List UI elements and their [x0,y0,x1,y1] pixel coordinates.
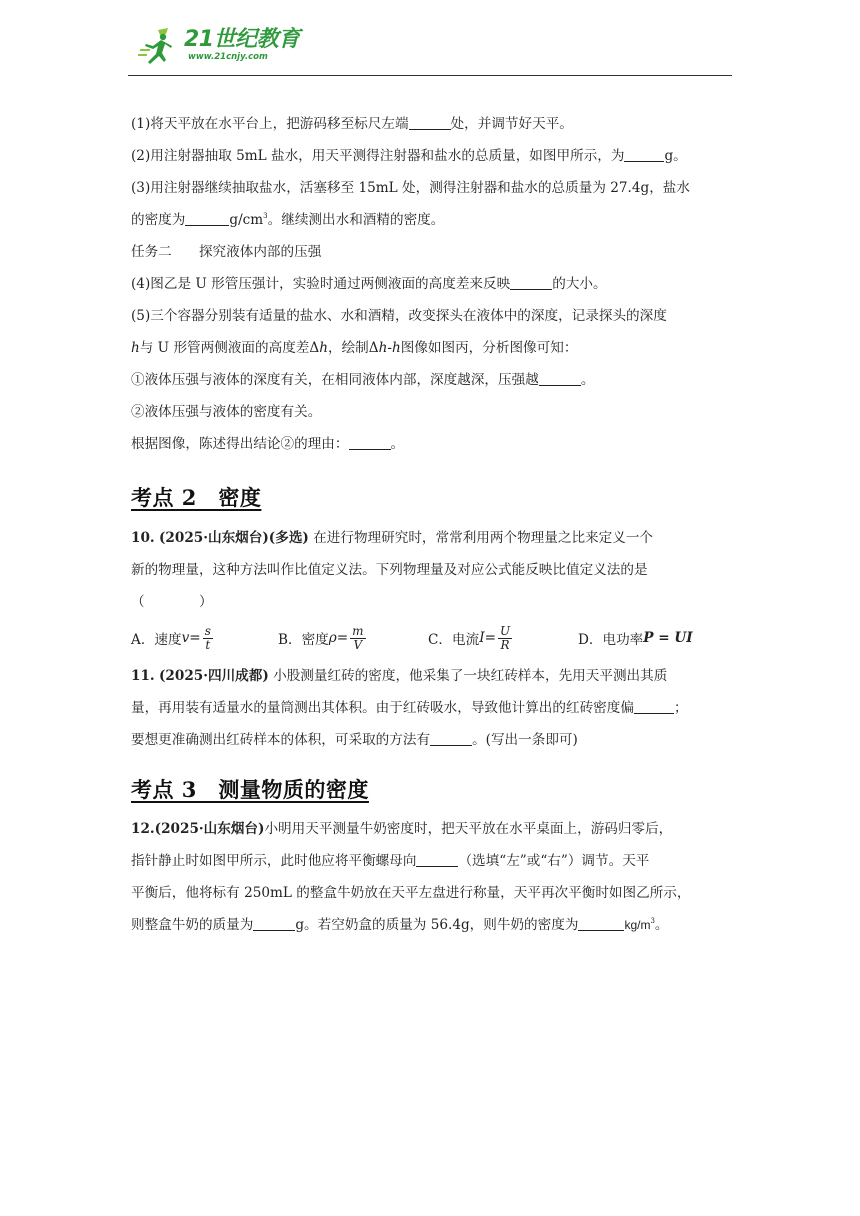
question-1 [131,108,731,140]
q12-unit: kg/m [624,918,651,932]
q5-text-end: 图像如图丙，分析图像可知： [400,340,578,356]
q1-text-end: 处，并调节好天平。 [450,116,573,132]
question-4 [131,268,731,300]
option-d-label: D．电功率 [578,632,644,648]
q12-source: (2025·山东烟台) [154,821,265,837]
q11-source: (2025·四川成都) [158,668,269,684]
answer-blank[interactable] [578,916,624,931]
q3-text: 的密度为 [131,212,186,228]
option-a-fraction [203,625,213,652]
conclusion-1 [131,364,731,396]
q10-number: 10. [131,530,155,546]
numerator: s [204,623,211,638]
q11-text: 要想更准确测出红砖样本的体积，可采取的方法有 [131,732,431,748]
numerator: m [352,623,364,638]
question-10-bracket: （ ） [131,594,213,610]
option-a-label: A．速度 [131,632,182,648]
question-3-line-2 [131,204,731,236]
page-header [128,22,732,78]
question-11-line-3 [131,724,731,756]
denominator: R [500,637,510,652]
q2-unit: g。 [664,148,687,164]
reason-text: 根据图像，陈述得出结论②的理由： [131,436,349,452]
option-c-lhs: I [479,630,485,646]
question-5-line-2 [131,332,731,364]
task-one-section [131,108,731,460]
question-12-line-2 [131,845,731,877]
q10-text: 在进行物理研究时，常常利用两个物理量之比来定义一个 [313,530,654,546]
density-section [131,522,731,756]
option-b[interactable]: B．密度 ρ = $\frac{m}{V}$ [278,623,364,652]
question-11-line-2 [131,692,731,724]
q12-text: g。若空奶盒的质量为 56.4g，则牛奶的密度为 [295,917,579,933]
reason-text-end: 。 [390,436,405,452]
question-12-line-3: 平衡后，他将标有 250mL 的整盒牛奶放在天平左盘进行称量，天平再次平衡时如图乙所示， [131,885,691,901]
q4-text-end: 的大小。 [552,276,607,292]
question-2 [131,140,731,172]
denominator: t [205,637,211,652]
q12-text: （选填“左”或“右”）调节。天平 [458,853,650,869]
var-h: h [131,340,140,356]
q3-text-end: 。继续测出水和酒精的密度。 [267,212,445,228]
logo-title: 21世纪教育 [184,27,300,52]
question-12-line-4 [131,909,731,941]
answer-blank[interactable] [409,115,451,130]
q12-text: 小明用天平测量牛奶密度时，把天平放在水平桌面上，游码归零后， [264,821,673,837]
q5-text: 与 U 形管两侧液面的高度差Δ [139,340,320,356]
q12-text: 则整盒牛奶的质量为 [131,917,254,933]
reason-line [131,428,731,460]
q12-text: 指针静止时如图甲所示，此时他应将平衡螺母向 [131,853,417,869]
option-b-label: B．密度 [278,632,329,648]
option-d[interactable] [578,628,693,648]
q12-unit-exponent: 3 [650,917,655,925]
option-c-label: C．电流 [428,632,480,648]
q11-text: 量，再用装有适量水的量筒测出其体积。由于红砖吸水，导致他计算出的红砖密度偏 [131,700,634,716]
question-3-line-1: (3)用注射器继续抽取盐水，活塞移至 15mL 处，测得注射器和盐水的总质量为 27.4g，盐水 [131,180,690,196]
answer-blank[interactable] [624,147,664,162]
measure-density-section [131,813,731,941]
answer-blank[interactable] [510,275,552,290]
q12-text-end: 。 [654,917,669,933]
denominator: V [353,637,363,652]
q11-text-end: 。(写出一条即可) [472,732,578,748]
c1-text-end: 。 [580,372,595,388]
option-d-formula: P = UI [643,630,693,646]
option-c[interactable]: C．电流 I = $\frac{U}{R}$ [428,623,511,652]
var-h: h [319,340,328,356]
q3-unit: g/cm [229,212,264,228]
q2-text: (2)用注射器抽取 5mL 盐水，用天平测得注射器和盐水的总质量，如图甲所示，为 [131,148,625,164]
section-heading-density: 考点 2 密度 [131,485,262,510]
numerator: U [499,623,511,638]
question-5-line-1: (5)三个容器分别装有适量的盐水、水和酒精，改变探头在液体中的深度，记录探头的深度 [131,308,667,324]
task-two-title: 任务二 探究液体内部的压强 [131,244,322,260]
answer-blank[interactable] [430,731,472,746]
section-heading-measure-density: 考点 3 测量物质的密度 [131,777,369,802]
conclusion-2: ②液体压强与液体的密度有关。 [131,404,322,420]
option-a[interactable]: A．速度 v = $\frac{s}{t}$ [131,623,211,652]
q4-text: (4)图乙是 U 形管压强计，实验时通过两侧液面的高度差来反映 [131,276,511,292]
answer-blank[interactable] [185,211,229,226]
option-b-lhs: ρ [328,630,337,646]
answer-blank[interactable] [634,699,674,714]
logo [138,28,300,68]
question-11-line-1 [131,660,731,692]
q3-unit-exponent: 3 [263,212,268,220]
answer-blank[interactable] [416,852,458,867]
question-12-line-1 [131,813,731,845]
q10-options [131,616,731,660]
answer-blank[interactable] [349,435,391,450]
q11-text: 小股测量红砖的密度，他采集了一块红砖样本，先用天平测出其质 [273,668,668,684]
q5-text: ，绘制Δ [327,340,379,356]
q10-source: (2025·山东烟台)(多选) [158,530,309,546]
var-h-h: h-h [378,340,401,356]
answer-blank[interactable] [253,916,295,931]
q12-number: 12. [131,821,155,837]
option-a-lhs: v [181,630,190,646]
q11-text-end: ； [673,700,688,716]
q11-number: 11. [131,668,155,684]
logo-url: www.21cnjy.com [188,52,268,62]
q1-text: (1)将天平放在水平台上，把游码移至标尺左端 [131,116,409,132]
answer-blank[interactable] [539,371,581,386]
option-c-fraction [498,625,512,652]
runner-logo-icon [138,28,182,68]
c1-text: ①液体压强与液体的深度有关，在相同液体内部，深度越深，压强越 [131,372,539,388]
option-b-fraction [350,625,365,652]
question-10-line-1 [131,522,731,554]
question-10-line-2: 新的物理量，这种方法叫作比值定义法。下列物理量及对应公式能反映比值定义法的是 [131,562,648,578]
header-divider [128,75,732,76]
